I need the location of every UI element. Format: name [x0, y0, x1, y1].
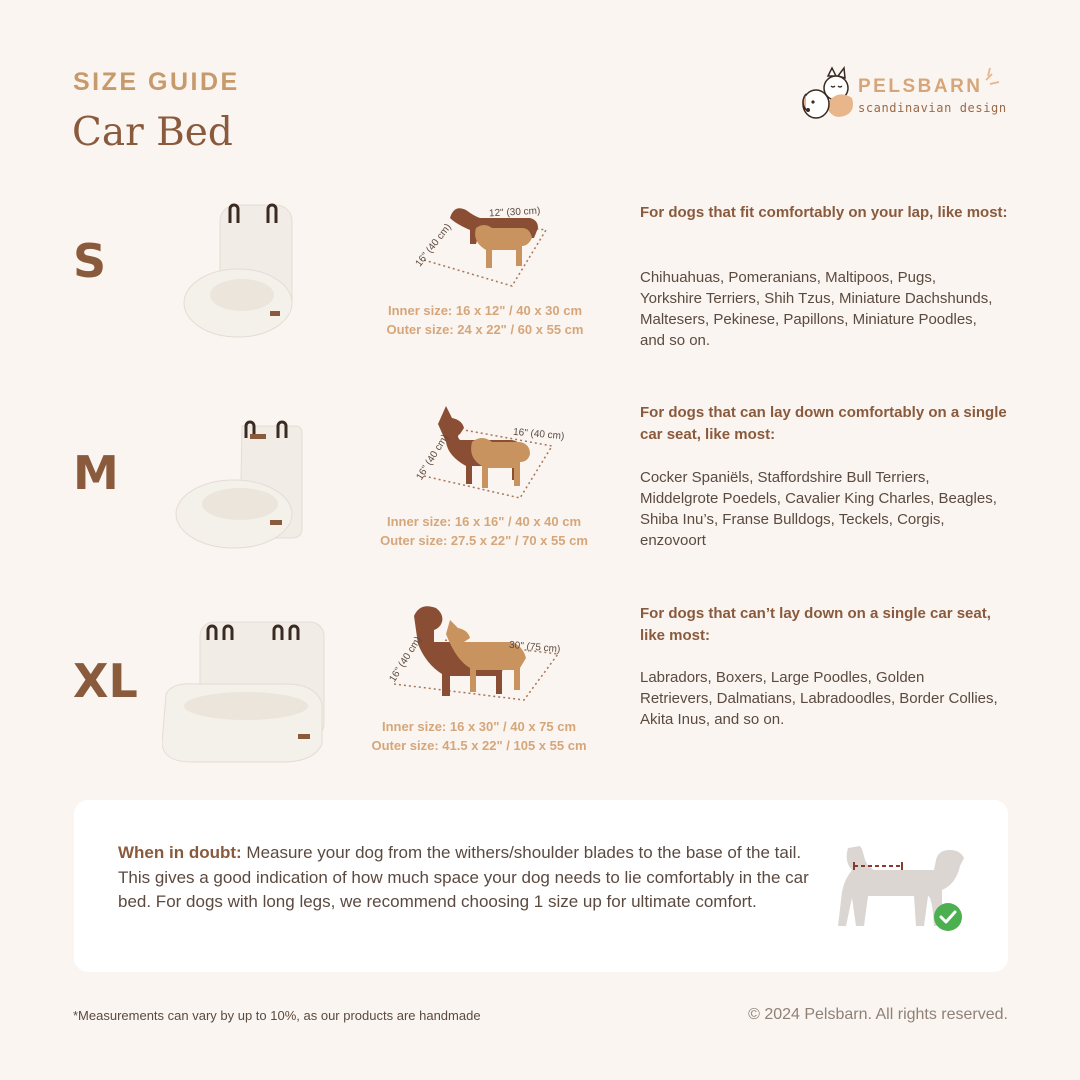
outer-size-xl: Outer size: 41.5 x 22" / 105 x 55 cm — [371, 738, 587, 753]
doubt-body: Measure your dog from the withers/shoulder blades to the base of the tail. This gives a good indication of how much space your dog needs to lie comfortably in the car bed. For dogs with long legs, we recommend choosing 1 size up for ultimate comfort. — [118, 843, 809, 911]
brand-tagline: scandinavian design — [858, 101, 1007, 115]
size-label-xl: XL — [73, 654, 138, 708]
breed-list-s: Chihuahuas, Pomeranians, Maltipoos, Pugs, Yorkshire Terriers, Shih Tzus, Miniature Dachshunds, Maltesers, Pekinese, Papillons, Miniature Poodles, and so on. — [640, 269, 993, 349]
description-heading-m: For dogs that can lay down comfortably on a single car seat, like most: — [640, 404, 1007, 443]
brand-name: PELSBARN — [858, 76, 983, 97]
car-bed-s-image — [182, 203, 298, 341]
breed-list-xl: Labradors, Boxers, Large Poodles, Golden Retrievers, Dalmatians, Labradoodles, Border Collies, Akita Inus, and so on. — [640, 669, 998, 728]
inner-size-xl: Inner size: 16 x 30" / 40 x 75 cm — [381, 719, 577, 734]
length-dimension-xl: 30" (75 cm) — [508, 639, 561, 656]
breed-list-m: Cocker Spaniëls, Staffordshire Bull Terriers, Middelgrote Poedels, Cavalier King Charles, Beagles, Shiba Inu’s, Franse Bulldogs, Teckels, Corgis, enzovoort — [640, 469, 997, 549]
measurement-footnote: *Measurements can vary by up to 10%, as our products are handmade — [73, 1008, 481, 1023]
car-bed-xl-image — [162, 620, 328, 766]
car-bed-m-image — [174, 416, 306, 552]
check-icon — [933, 902, 963, 932]
size-label-s: S — [73, 234, 107, 288]
length-dimension-m: 16" (40 cm) — [512, 426, 565, 443]
width-dimension-m: 16" (40 cm) — [414, 432, 451, 483]
width-dimension-s: 16" (40 cm) — [413, 221, 454, 270]
outer-size-s: Outer size: 24 x 22" / 60 x 55 cm — [386, 322, 584, 337]
page-title: Car Bed — [72, 110, 233, 155]
description-heading-xl: For dogs that can’t lay down on a single car seat, like most: — [640, 605, 991, 644]
copyright: © 2024 Pelsbarn. All rights reserved. — [748, 1006, 1008, 1023]
inner-size-m: Inner size: 16 x 16" / 40 x 40 cm — [386, 514, 582, 529]
section-eyebrow: SIZE GUIDE — [73, 68, 240, 96]
doubt-lead: When in doubt: — [118, 843, 242, 862]
length-dimension-s: 12" (30 cm) — [488, 205, 541, 220]
description-heading-s: For dogs that fit comfortably on your lap, like most: — [640, 204, 1008, 221]
size-label-m: M — [73, 446, 119, 500]
outer-size-m: Outer size: 27.5 x 22" / 70 x 55 cm — [380, 533, 588, 548]
doubt-text — [118, 841, 818, 915]
inner-size-s: Inner size: 16 x 12" / 40 x 30 cm — [387, 303, 583, 318]
width-dimension-xl: 16" (40 cm) — [387, 634, 424, 685]
